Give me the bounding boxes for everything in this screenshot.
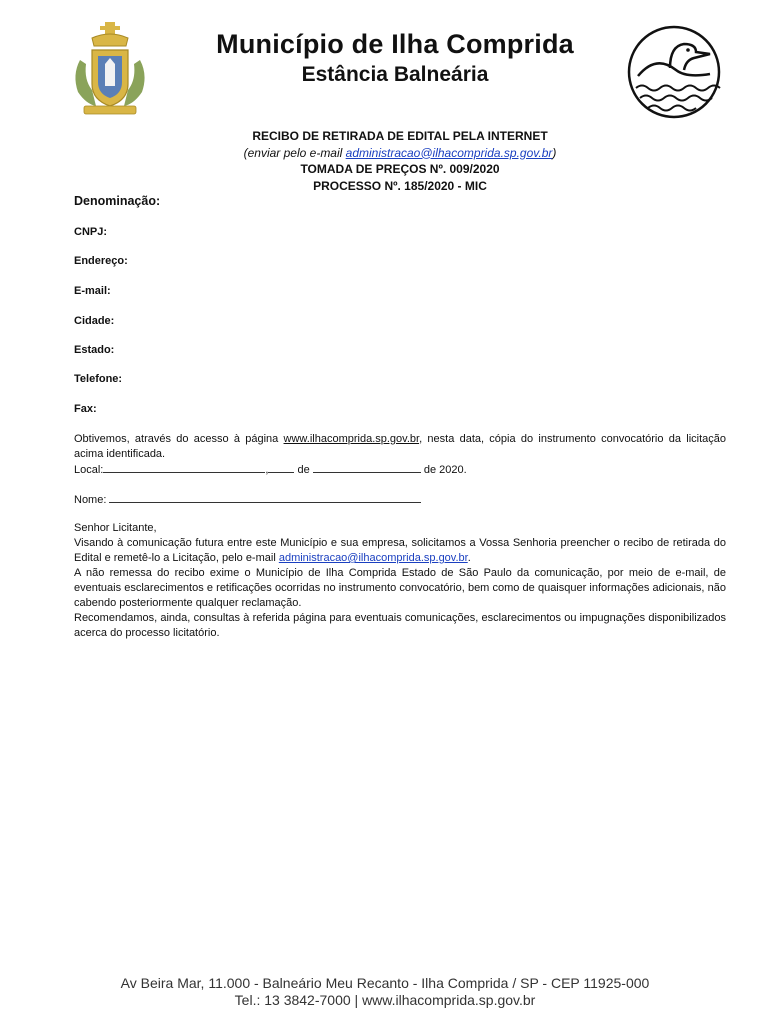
document-titles <box>74 128 726 194</box>
letter-paragraph-2: A não remessa do recibo exime o Município de Ilha Comprida Estado de São Paulo da comunicação, por meio de e-mail, de eventuais esclarecimentos e retificações ocorridas no instrumento convocatório, bem como de quaisquer informações adicionais, não cabendo posteriormente qualquer reclamação. <box>74 567 726 609</box>
header-title: Município de Ilha Comprida <box>216 29 574 59</box>
field-email: E-mail: <box>74 285 111 297</box>
month-blank[interactable] <box>313 462 421 473</box>
email-link-2[interactable]: administracao@ilhacomprida.sp.gov.br <box>278 552 468 564</box>
processo-number: PROCESSO Nº. 185/2020 - MIC <box>313 178 487 193</box>
coat-of-arms-icon <box>70 20 150 118</box>
field-endereco: Endereço: <box>74 255 128 267</box>
acknowledgement-paragraph: Obtivemos, através do acesso à página www.ilhacomprida.sp.gov.br, nesta data, cópia do instrumento convocatório da licitação acima identificada. <box>74 433 726 460</box>
field-cidade: Cidade: <box>74 315 115 327</box>
receipt-title: RECIBO DE RETIRADA DE EDITAL PELA INTERNET <box>252 129 548 143</box>
send-instructions: (enviar pelo e-mail administracao@ilhacomprida.sp.gov.br) <box>243 145 557 160</box>
footer-address: Av Beira Mar, 11.000 - Balneário Meu Recanto - Ilha Comprida / SP - CEP 11925-000 <box>120 975 650 991</box>
field-fax: Fax: <box>74 403 97 415</box>
letter-paragraph-1: Visando à comunicação futura entre este Município e sua empresa, solicitamos a Vossa Senhoria preencher o recibo de retirada do Edital e remetê-lo a Licitação, pelo e-mail administracao@ilhacomprida.sp.gov.br. <box>74 537 726 564</box>
field-denominacao: Denominação: <box>74 194 161 208</box>
field-cnpj: CNPJ: <box>74 226 108 238</box>
local-date-line: Local: , de de 2020. <box>74 464 467 476</box>
website-link[interactable]: www.ilhacomprida.sp.gov.br <box>283 433 420 445</box>
email-link[interactable]: administracao@ilhacomprida.sp.gov.br <box>345 145 553 160</box>
footer-contact: Tel.: 13 3842-7000 | www.ilhacomprida.sp.gov.br <box>234 992 536 1008</box>
header-subtitle: Estância Balneária <box>301 63 489 86</box>
letter-paragraph-3: Recomendamos, ainda, consultas à referida página para eventuais comunicações, esclarecimentos ou impugnações disponibilizados acerca do processo licitatório. <box>74 612 726 639</box>
bird-logo-icon <box>626 24 722 120</box>
page-footer <box>60 975 710 1009</box>
field-telefone: Telefone: <box>74 373 123 385</box>
letter-body <box>74 521 726 641</box>
tomada-precos: TOMADA DE PREÇOS Nº. 009/2020 <box>300 162 500 176</box>
day-blank[interactable] <box>268 462 294 473</box>
name-blank[interactable] <box>109 492 421 503</box>
local-blank[interactable] <box>103 462 265 473</box>
name-line: Nome: <box>74 492 726 508</box>
field-estado: Estado: <box>74 344 115 356</box>
greeting: Senhor Licitante, <box>74 522 157 534</box>
